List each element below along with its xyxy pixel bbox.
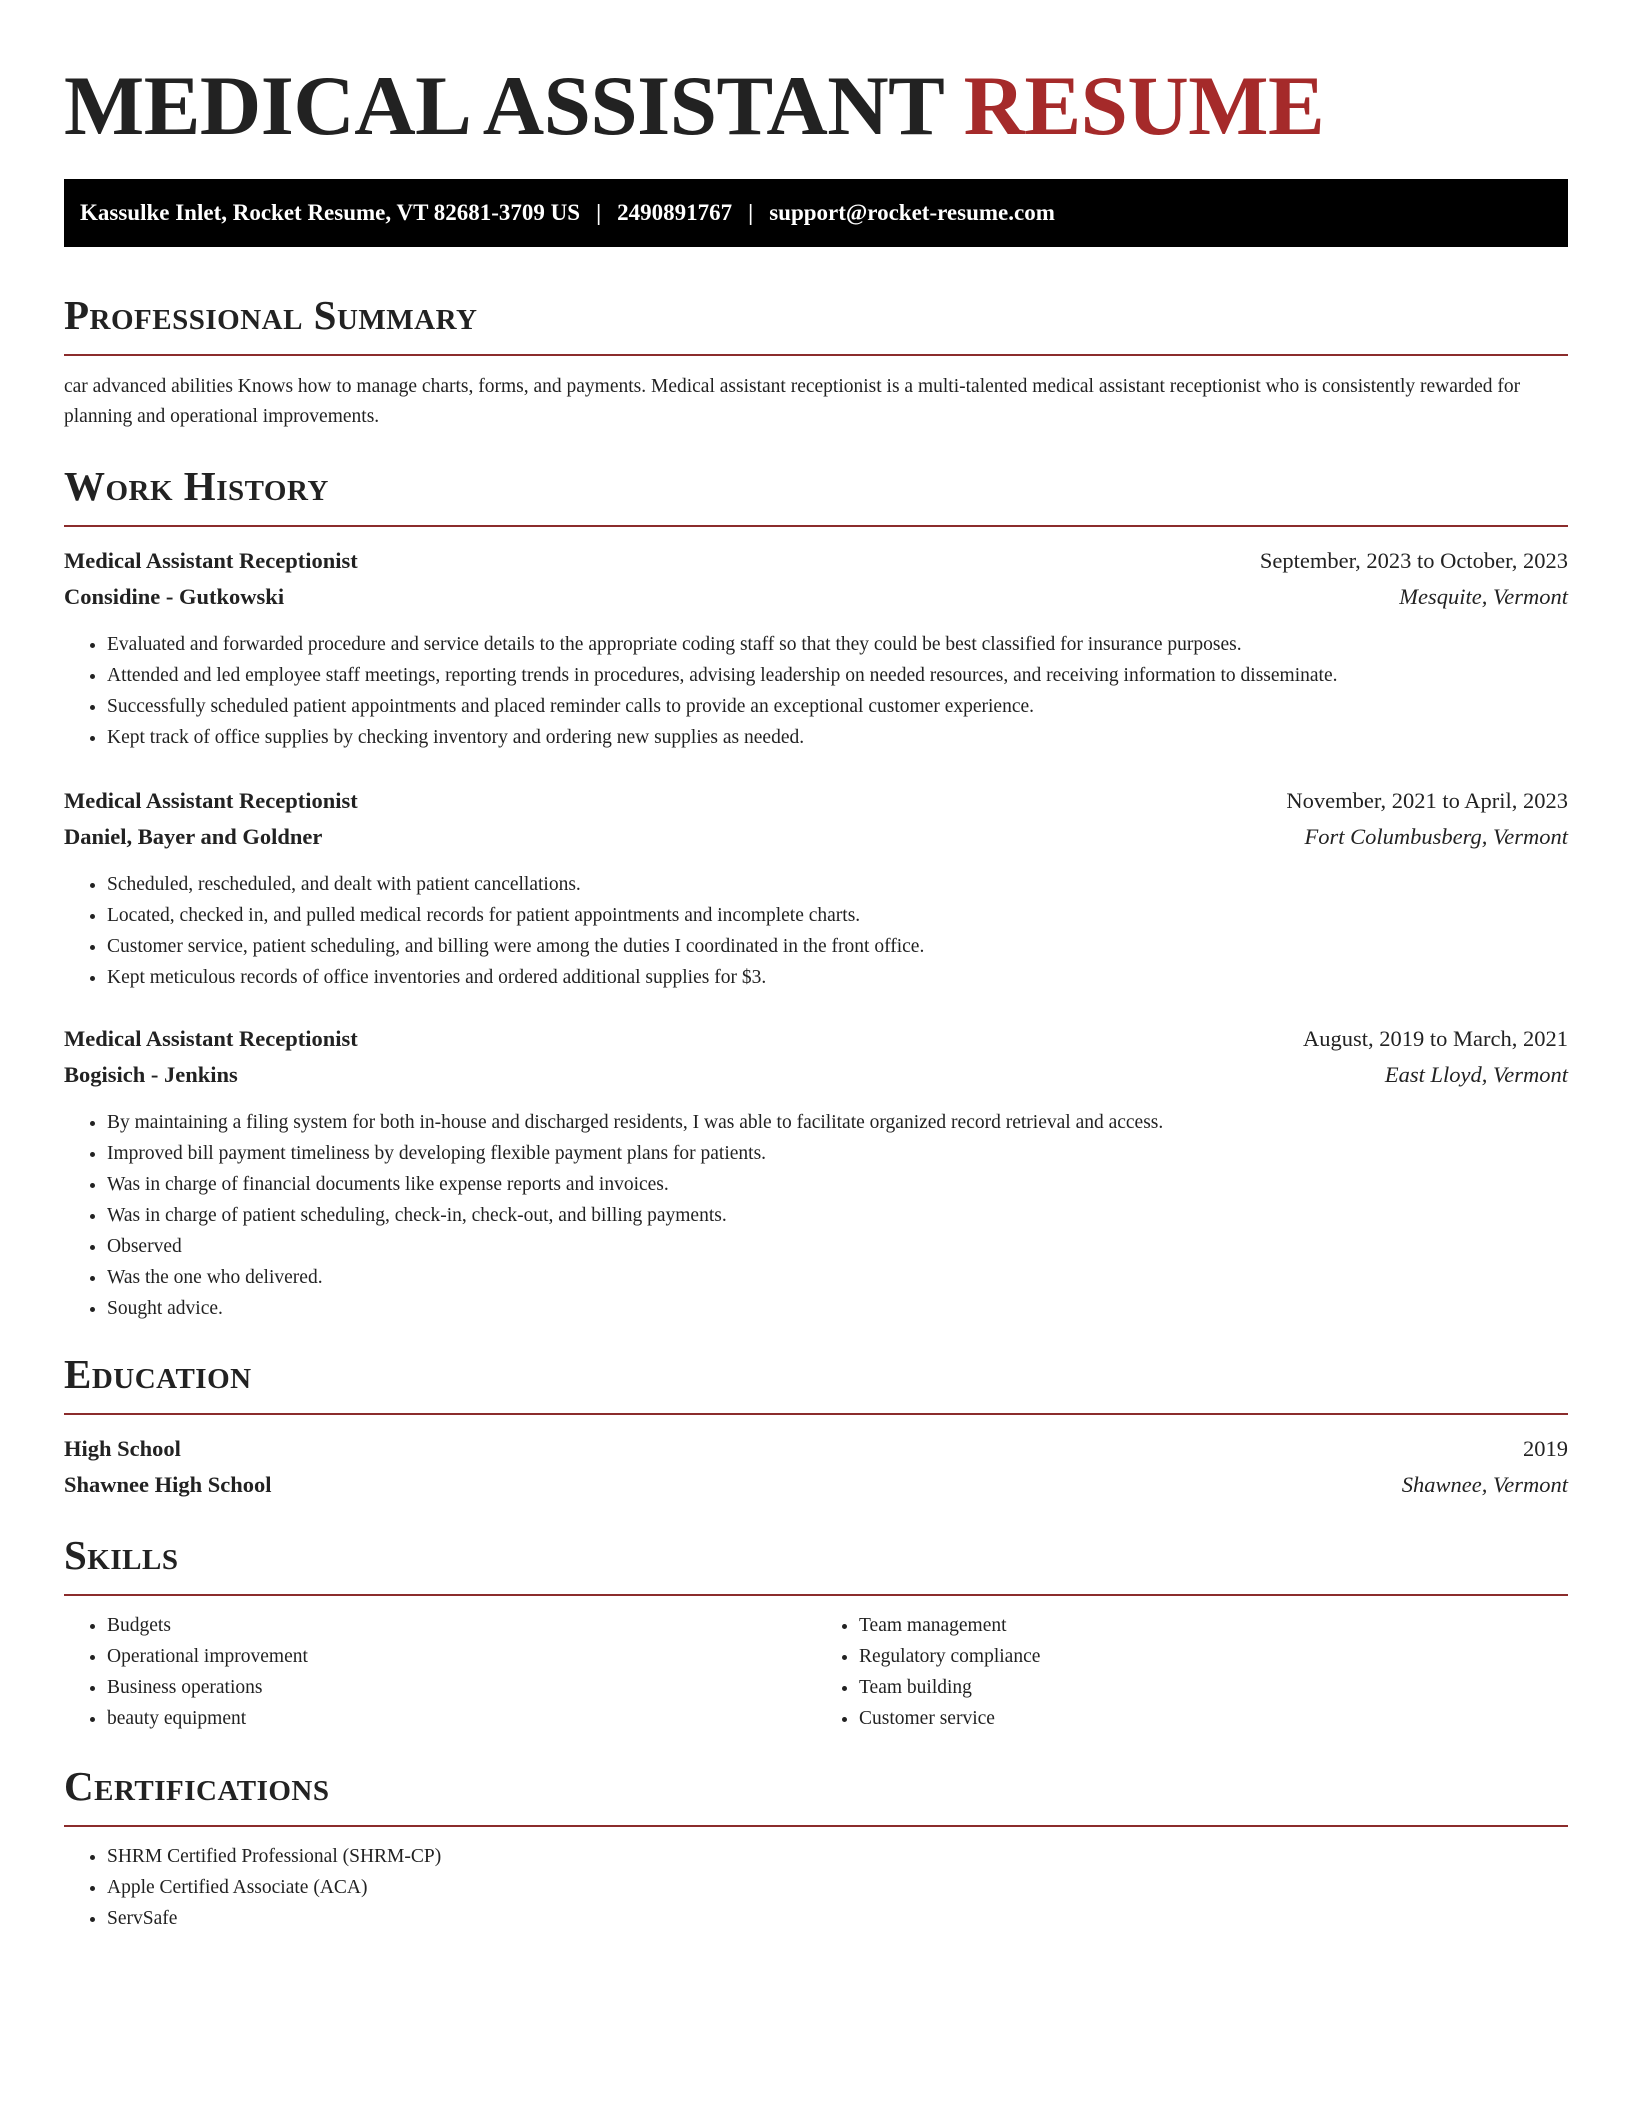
job-company: Considine - Gutkowski [64,584,285,610]
list-item: • ServSafe [107,1903,1568,1934]
education-school: Shawnee High School [64,1472,272,1498]
section-divider [64,1825,1568,1827]
job-title: Medical Assistant Receptionist [64,548,358,574]
section-title-education: Education [64,1351,252,1398]
list-item: • Team building [859,1672,1568,1703]
list-item: • Budgets [107,1610,816,1641]
list-item: • Team management [859,1610,1568,1641]
section-title-summary: Professional Summary [64,292,478,338]
list-item: • Apple Certified Associate (ACA) [107,1872,1568,1903]
contact-separator: | [748,200,754,225]
job-title: Medical Assistant Receptionist [64,1026,358,1052]
list-item: • Successfully scheduled patient appointments and placed reminder calls to provide an exceptional customer experience. [107,691,1568,722]
job-entry [64,783,1568,993]
job-location: Mesquite, Vermont [1399,584,1568,610]
section-title-certifications: Certifications [64,1763,330,1810]
job-title: Medical Assistant Receptionist [64,788,358,814]
list-item: • By maintaining a filing system for both in-house and discharged residents, I was able to facilitate organized record retrieval and access. [107,1107,1568,1138]
section-divider [64,1594,1568,1596]
certifications-list [64,1841,1568,1934]
contact-email: support@rocket-resume.com [769,200,1055,225]
section-divider [64,1413,1568,1415]
list-item: • Was in charge of financial documents like expense reports and invoices. [107,1169,1568,1200]
list-item: • Observed [107,1231,1568,1262]
section-title-work: Work History [64,463,329,510]
list-item: • Scheduled, rescheduled, and dealt with patient cancellations. [107,869,1568,900]
job-duties [64,1107,1568,1324]
list-item: • Kept meticulous records of office inventories and ordered additional supplies for $3. [107,962,1568,993]
education-degree: High School [64,1436,181,1462]
title-accent: RESUME [963,59,1325,153]
education-section [64,1352,1568,1503]
resume-title [64,59,1568,153]
list-item: • Regulatory compliance [859,1641,1568,1672]
skills-grid [64,1610,1568,1734]
job-entry [64,543,1568,753]
education-year: 2019 [1523,1436,1568,1462]
education-location: Shawnee, Vermont [1401,1472,1568,1498]
list-item: • Customer service [859,1703,1568,1734]
summary-text: car advanced abilities Knows how to manage charts, forms, and payments. Medical assistant receptionist is a multi-talented medical assistant receptionist who is consistently rewarded for planning and operational improvements. [64,376,1521,428]
work-section [64,464,1568,1324]
job-company: Bogisich - Jenkins [64,1062,238,1088]
contact-phone: 2490891767 [617,200,733,225]
list-item: • Located, checked in, and pulled medical records for patient appointments and incomplete charts. [107,900,1568,931]
skills-section [64,1533,1568,1734]
list-item: • Business operations [107,1672,816,1703]
skills-column-right [816,1610,1568,1734]
job-company: Daniel, Bayer and Goldner [64,824,323,850]
section-divider [64,525,1568,527]
list-item: • Customer service, patient scheduling, and billing were among the duties I coordinated in the front office. [107,931,1568,962]
contact-address: Kassulke Inlet, Rocket Resume, VT 82681-3709 US [80,200,581,225]
skills-column-left [64,1610,816,1734]
list-item: • Improved bill payment timeliness by developing flexible payment plans for patients. [107,1138,1568,1169]
summary-section [64,293,1568,432]
job-location: Fort Columbusberg, Vermont [1304,824,1568,850]
job-entry [64,1021,1568,1324]
job-dates: November, 2021 to April, 2023 [1286,788,1568,814]
list-item: • Sought advice. [107,1293,1568,1324]
list-item: • Evaluated and forwarded procedure and service details to the appropriate coding staff so that they could be best classified for insurance purposes. [107,629,1568,660]
list-item: • Kept track of office supplies by checking inventory and ordering new supplies as needed. [107,722,1568,753]
job-dates: August, 2019 to March, 2021 [1303,1026,1568,1052]
list-item: • Was in charge of patient scheduling, check-in, check-out, and billing payments. [107,1200,1568,1231]
list-item: • Attended and led employee staff meetings, reporting trends in procedures, advising leadership on needed resources, and receiving information to disseminate. [107,660,1568,691]
job-dates: September, 2023 to October, 2023 [1259,548,1568,574]
job-duties [64,869,1568,993]
title-main: MEDICAL ASSISTANT [64,59,943,153]
section-divider [64,354,1568,356]
list-item: • SHRM Certified Professional (SHRM-CP) [107,1841,1568,1872]
list-item: • beauty equipment [107,1703,816,1734]
contact-separator: | [596,200,602,225]
job-location: East Lloyd, Vermont [1384,1062,1568,1088]
job-duties [64,629,1568,753]
certifications-section [64,1764,1568,1934]
contact-bar [64,179,1568,247]
section-title-skills: Skills [64,1532,179,1579]
list-item: • Operational improvement [107,1641,816,1672]
list-item: • Was the one who delivered. [107,1262,1568,1293]
